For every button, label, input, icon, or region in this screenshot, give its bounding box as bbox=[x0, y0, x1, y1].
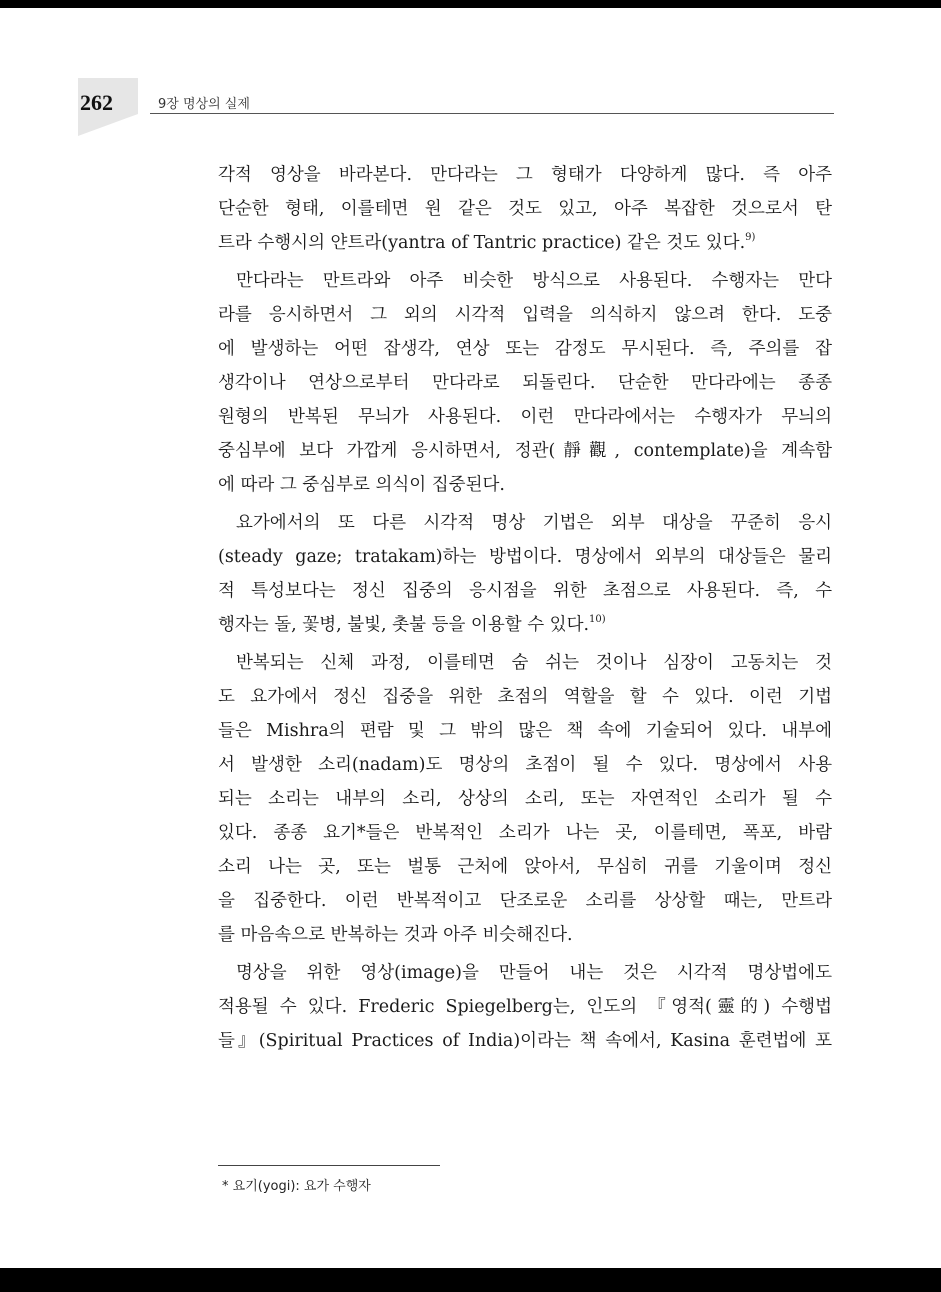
running-head: 9장 명상의 실제 bbox=[158, 97, 250, 112]
body-text bbox=[218, 158, 832, 1058]
header-rule bbox=[150, 113, 834, 114]
footnote-rule bbox=[218, 1165, 440, 1166]
paragraph bbox=[218, 506, 832, 642]
text-line: 요가에서의 또 다른 시각적 명상 기법은 외부 대상을 꾸준히 응시 bbox=[236, 513, 832, 533]
text-line-content: 행자는 돌, 꽃병, 불빛, 촛불 등을 이용할 수 있다. bbox=[218, 615, 590, 635]
text-line: 를 마음속으로 반복하는 것과 아주 비슷해진다. bbox=[218, 925, 573, 945]
text-line: 에 발생하는 어떤 잡생각, 연상 또는 감정도 무시된다. 즉, 주의를 잡 bbox=[218, 339, 832, 359]
text-line: 적용될 수 있다. Frederic Spiegelberg는, 인도의 『영적(靈的) 수행법 bbox=[218, 997, 832, 1017]
text-line: 에 따라 그 중심부로 의식이 집중된다. bbox=[218, 475, 505, 495]
text-line: 반복되는 신체 과정, 이를테면 숨 쉬는 것이나 심장이 고동치는 것 bbox=[236, 653, 832, 673]
text-line: 단순한 형태, 이를테면 원 같은 것도 있고, 아주 복잡한 것으로서 탄 bbox=[218, 199, 832, 219]
text-line bbox=[218, 226, 832, 260]
text-line: 중심부에 보다 가깝게 응시하면서, 정관(靜觀, contemplate)을 계속함 bbox=[218, 441, 832, 461]
top-border bbox=[0, 0, 941, 8]
text-line: 들』(Spiritual Practices of India)이라는 책 속에서, Kasina 훈련법에 포 bbox=[218, 1031, 832, 1051]
page-number: 262 bbox=[80, 90, 113, 115]
text-line: 도 요가에서 정신 집중을 위한 초점의 역할을 할 수 있다. 이런 기법 bbox=[218, 687, 832, 707]
paragraph bbox=[218, 264, 832, 502]
text-line: 각적 영상을 바라본다. 만다라는 그 형태가 다양하게 많다. 즉 아주 bbox=[218, 165, 832, 185]
text-line: 들은 Mishra의 편람 및 그 밖의 많은 책 속에 기술되어 있다. 내부에 bbox=[218, 721, 832, 741]
endnote-marker: 9) bbox=[745, 232, 756, 243]
text-line: 있다. 종종 요기*들은 반복적인 소리가 나는 곳, 이를테면, 폭포, 바람 bbox=[218, 823, 832, 843]
footnote: * 요기(yogi): 요가 수행자 bbox=[222, 1179, 371, 1194]
text-line bbox=[218, 608, 832, 642]
text-line-content: 트라 수행시의 얀트라(yantra of Tantric practice) 같은 것도 있다. bbox=[218, 233, 746, 253]
text-line: 만다라는 만트라와 아주 비슷한 방식으로 사용된다. 수행자는 만다 bbox=[236, 271, 832, 291]
text-line: 명상을 위한 영상(image)을 만들어 내는 것은 시각적 명상법에도 bbox=[236, 963, 832, 983]
paragraph bbox=[218, 956, 832, 1058]
text-line: 생각이나 연상으로부터 만다라로 되돌린다. 단순한 만다라에는 종종 bbox=[218, 373, 832, 393]
text-line: 적 특성보다는 정신 집중의 응시점을 위한 초점으로 사용된다. 즉, 수 bbox=[218, 581, 832, 601]
paragraph bbox=[218, 646, 832, 952]
text-line: 을 집중한다. 이런 반복적이고 단조로운 소리를 상상할 때는, 만트라 bbox=[218, 891, 832, 911]
text-line: (steady gaze; tratakam)하는 방법이다. 명상에서 외부의 대상들은 물리 bbox=[218, 547, 832, 567]
text-line: 소리 나는 곳, 또는 벌통 근처에 앉아서, 무심히 귀를 기울이며 정신 bbox=[218, 857, 832, 877]
bottom-border bbox=[0, 1268, 941, 1292]
endnote-marker: 10) bbox=[589, 614, 606, 625]
text-line: 원형의 반복된 무늬가 사용된다. 이런 만다라에서는 수행자가 무늬의 bbox=[218, 407, 832, 427]
paragraph bbox=[218, 158, 832, 260]
text-line: 라를 응시하면서 그 외의 시각적 입력을 의식하지 않으려 한다. 도중 bbox=[218, 305, 832, 325]
text-line: 서 발생한 소리(nadam)도 명상의 초점이 될 수 있다. 명상에서 사용 bbox=[218, 755, 832, 775]
text-line: 되는 소리는 내부의 소리, 상상의 소리, 또는 자연적인 소리가 될 수 bbox=[218, 789, 832, 809]
